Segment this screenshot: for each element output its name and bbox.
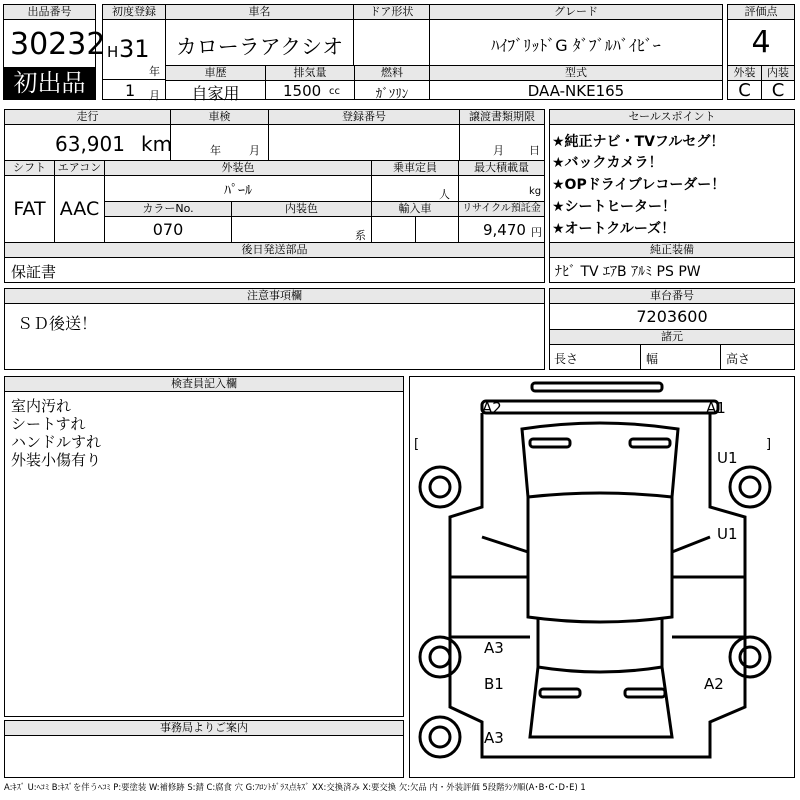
equipment: ﾅﾋﾞ TV ｴｱB ｱﾙﾐ PS PW xyxy=(555,264,701,280)
width-label: 幅 xyxy=(646,352,659,366)
transfer-day-unit: 日 xyxy=(529,144,540,157)
sales-points-box xyxy=(549,109,795,283)
notes: ＳＤ後送！ xyxy=(17,314,98,333)
mark-a1-front-right: A1 xyxy=(706,399,726,417)
grade: ﾊｲﾌﾞﾘｯﾄﾞG ﾀﾞﾌﾞﾙﾊﾞｲﾋﾞｰ xyxy=(491,36,661,55)
aircon-label: エアコン xyxy=(55,161,104,176)
header-grid xyxy=(102,4,723,103)
mileage-unit: km xyxy=(141,132,173,156)
max-load-unit: kg xyxy=(529,186,542,197)
mileage-label: 走行 xyxy=(5,110,170,125)
mark-a3-rear: A3 xyxy=(484,729,504,747)
history: 自家用 xyxy=(191,84,240,103)
sales-point: ★オートクルーズ！ xyxy=(552,221,676,237)
score: 4 xyxy=(751,25,771,60)
mark-b1-left: B1 xyxy=(484,675,504,693)
mark-a3-left: A3 xyxy=(484,639,504,657)
sales-point: ★バックカメラ！ xyxy=(552,155,663,171)
mark-u1-right-door: U1 xyxy=(717,525,738,543)
era: H xyxy=(107,43,119,61)
recycle-amount: 9,470 xyxy=(483,221,526,239)
notes-label: 注意事項欄 xyxy=(5,289,544,304)
reg-label: 初度登録 xyxy=(103,5,165,20)
first-listing-badge: 初出品 xyxy=(4,67,95,99)
chassis-number: 7203600 xyxy=(636,307,708,326)
bracket-right: ] xyxy=(766,437,772,452)
recycle-label: リサイクル預託金 xyxy=(459,202,544,217)
inspector-line: 外装小傷有り xyxy=(11,451,102,469)
model-code: DAA-NKE165 xyxy=(527,82,625,100)
import-label: 輸入車 xyxy=(372,202,458,217)
interior-grade: C xyxy=(771,80,785,101)
interior-color-label: 内装色 xyxy=(232,202,371,217)
lot-number-label: 出品番号 xyxy=(4,5,95,20)
height-label: 高さ xyxy=(726,352,751,366)
model-label: 型式 xyxy=(430,66,722,81)
lot-number-box xyxy=(3,4,106,100)
lot-number: 30232 xyxy=(10,27,106,62)
dims-label: 諸元 xyxy=(550,330,794,345)
inspection-month-unit: 月 xyxy=(249,144,260,157)
inspector-line: ハンドルすれ xyxy=(11,433,102,451)
later-parts: 保証書 xyxy=(11,263,57,281)
car-name-label: 車名 xyxy=(166,5,353,20)
inspector-label: 検査員記入欄 xyxy=(5,377,403,392)
year-unit: 年 xyxy=(149,65,160,78)
chassis-box xyxy=(549,288,795,370)
grade-label: グレード xyxy=(430,5,722,20)
history-label: 車歴 xyxy=(166,66,265,81)
exterior-label: 外装 xyxy=(728,66,761,81)
displacement-label: 排気量 xyxy=(266,66,354,81)
exterior-color: ﾊﾟｰﾙ xyxy=(224,183,252,199)
exterior-color-label: 外装色 xyxy=(105,161,371,176)
sales-point: ★純正ナビ・TVフルセグ！ xyxy=(552,134,725,150)
displacement: 1500 xyxy=(283,82,322,100)
vehicle-detail-grid xyxy=(4,109,545,283)
capacity-unit: 人 xyxy=(439,188,450,201)
sales-point: ★シートヒーター！ xyxy=(552,199,676,215)
fuel: ｶﾞｿﾘﾝ xyxy=(375,87,409,102)
length-label: 長さ xyxy=(554,352,579,366)
damage-diagram xyxy=(409,376,795,778)
legend: A:ｷｽﾞ U:ﾍｺﾐ B:ｷｽﾞを伴うﾍｺﾐ P:要塗装 W:補修跡 S:錆 C:腐食 穴 G:ﾌﾛﾝﾄｶﾞﾗｽ点ｷｽﾞ XX:交換済み X:要交換 欠:欠品 内・外装評価 5段階ﾗﾝｸ順(A･B･C･D･E) 1 xyxy=(4,782,586,792)
inspection-year-unit: 年 xyxy=(210,144,221,157)
transfer-deadline-label: 譲渡書類期限 xyxy=(460,110,544,125)
score-label: 評価点 xyxy=(728,5,794,20)
max-load-label: 最大積載量 xyxy=(459,161,544,176)
aircon: AAC xyxy=(59,198,100,220)
chassis-label: 車台番号 xyxy=(550,289,794,304)
equipment-label: 純正装備 xyxy=(550,243,794,258)
car-name: カローラアクシオ xyxy=(175,35,344,59)
mark-a2-right-rear: A2 xyxy=(704,675,724,693)
door-label: ドア形状 xyxy=(354,5,429,20)
inspection-label: 車検 xyxy=(171,110,268,125)
score-box xyxy=(727,4,795,100)
interior-label: 内装 xyxy=(762,66,794,81)
office-box xyxy=(4,720,404,778)
exterior-grade: C xyxy=(738,80,751,101)
office-label: 事務局よりご案内 xyxy=(5,721,403,736)
car-outline-icon xyxy=(410,377,794,777)
inspector-box xyxy=(4,376,404,717)
transfer-month-unit: 月 xyxy=(493,144,504,157)
mark-a2-front-left: A2 xyxy=(482,399,502,417)
bracket-left: [ xyxy=(414,437,420,452)
color-no: 070 xyxy=(152,220,184,239)
inspector-line: 室内汚れ xyxy=(11,397,72,415)
reg-year: 31 xyxy=(119,35,150,63)
reg-month: 1 xyxy=(125,81,136,100)
capacity-label: 乗車定員 xyxy=(372,161,458,176)
fuel-label: 燃料 xyxy=(355,66,429,81)
mileage: 63,901 xyxy=(55,132,125,156)
color-no-label: カラーNo. xyxy=(105,202,231,217)
month-unit: 月 xyxy=(149,89,160,102)
reg-number-label: 登録番号 xyxy=(269,110,459,125)
sales-points-label: セールスポイント xyxy=(550,110,794,125)
later-parts-label: 後日発送部品 xyxy=(5,243,544,258)
recycle-unit: 円 xyxy=(531,226,542,239)
interior-color-unit: 系 xyxy=(355,229,366,242)
displacement-unit: cc xyxy=(329,86,340,97)
shift: FAT xyxy=(13,198,46,220)
shift-label: シフト xyxy=(5,161,54,176)
mark-u1-right-front: U1 xyxy=(717,449,738,467)
notes-box xyxy=(4,288,545,370)
inspector-line: シートすれ xyxy=(11,415,86,433)
sales-point: ★OPドライブレコーダー！ xyxy=(552,177,726,193)
